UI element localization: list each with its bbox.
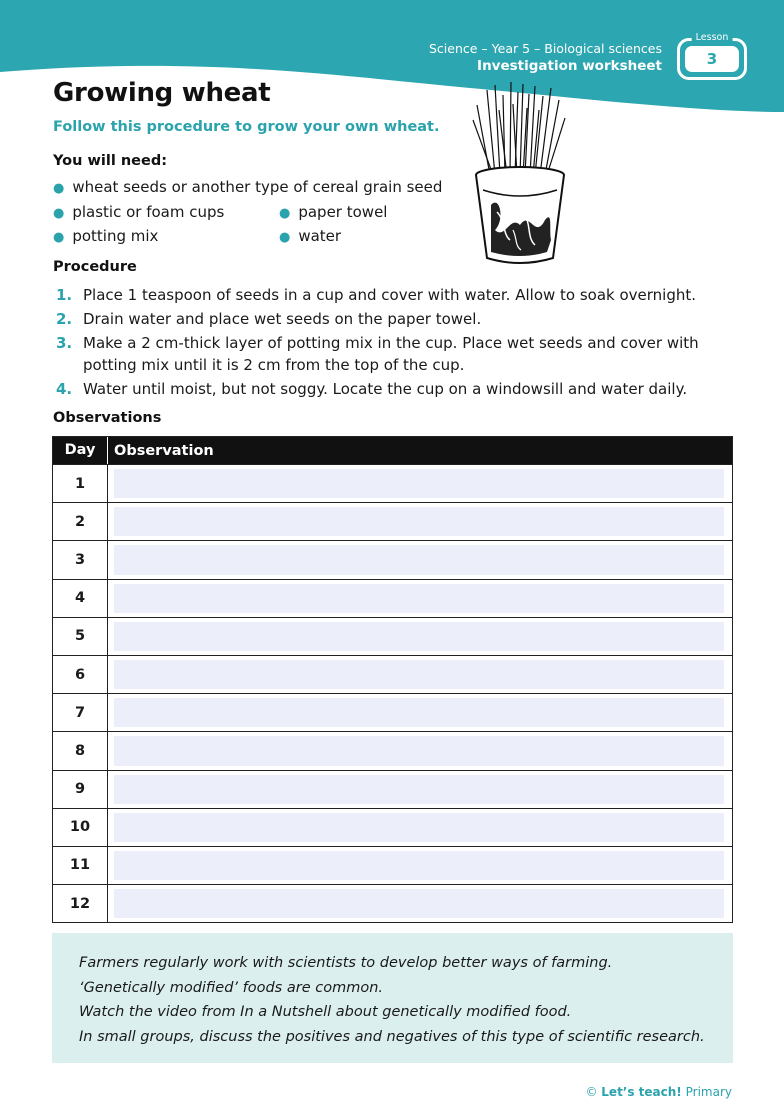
observation-field[interactable] <box>114 660 724 689</box>
table-row <box>53 884 732 922</box>
day-number: 7 <box>53 694 108 731</box>
table-row <box>53 502 732 540</box>
procedure-step: 4. Water until moist, but not soggy. Locate the cup on a windowsill and water daily. <box>56 380 688 398</box>
table-row <box>53 770 732 808</box>
procedure-step: 2. Drain water and place wet seeds on the paper towel. <box>56 310 482 328</box>
day-number: 3 <box>53 541 108 578</box>
observations-heading: Observations <box>53 410 162 426</box>
observation-field[interactable] <box>114 584 724 613</box>
observation-field[interactable] <box>114 889 724 918</box>
need-item: ● wheat seeds or another type of cereal grain seed <box>53 178 443 196</box>
note-line: ‘Genetically modified’ foods are common. <box>79 979 383 996</box>
day-number: 10 <box>53 809 108 846</box>
observation-field[interactable] <box>114 507 724 536</box>
observation-field[interactable] <box>114 813 724 842</box>
header-subject: Science – Year 5 – Biological sciences <box>429 41 662 56</box>
day-number: 8 <box>53 732 108 769</box>
table-row <box>53 464 732 502</box>
observation-field[interactable] <box>114 698 724 727</box>
header-text <box>429 41 662 75</box>
lesson-label: Lesson <box>692 31 733 45</box>
observation-field[interactable] <box>114 545 724 574</box>
note-line: In small groups, discuss the positives and negatives of this type of scientific research. <box>79 1028 705 1045</box>
wheat-cup-illustration <box>465 80 575 270</box>
observation-field[interactable] <box>114 469 724 498</box>
note-line: Watch the video from In a Nutshell about genetically modified food. <box>79 1004 572 1020</box>
brand-name: Let’s teach! <box>601 1085 682 1099</box>
need-item: ● potting mix <box>53 227 159 245</box>
procedure-steps <box>56 284 746 402</box>
day-number: 2 <box>53 503 108 540</box>
observation-field[interactable] <box>114 775 724 804</box>
lesson-number: 3 <box>706 50 718 68</box>
footer-credit <box>585 1085 732 1099</box>
day-number: 6 <box>53 656 108 693</box>
table-row <box>53 808 732 846</box>
table-row <box>53 579 732 617</box>
day-number: 4 <box>53 580 108 617</box>
day-number: 9 <box>53 771 108 808</box>
day-column-header: Day <box>53 437 108 464</box>
discussion-note-box <box>52 933 733 1063</box>
page-subtitle: Follow this procedure to grow your own wheat. <box>53 119 440 135</box>
observation-field[interactable] <box>114 851 724 880</box>
day-number: 5 <box>53 618 108 655</box>
table-row <box>53 693 732 731</box>
needs-heading: You will need: <box>53 153 168 169</box>
procedure-heading: Procedure <box>53 259 137 275</box>
table-row <box>53 655 732 693</box>
copyright-symbol: © <box>585 1085 598 1099</box>
table-header <box>53 437 732 464</box>
table-row <box>53 617 732 655</box>
day-number: 12 <box>53 885 108 922</box>
need-item: ● plastic or foam cups <box>53 203 225 221</box>
observation-field[interactable] <box>114 736 724 765</box>
lesson-badge <box>677 32 747 80</box>
header-worksheet-type: Investigation worksheet <box>477 58 662 74</box>
table-row <box>53 846 732 884</box>
need-item: ● water <box>279 227 342 245</box>
need-item: ● paper towel <box>279 203 388 221</box>
procedure-step: 1. Place 1 teaspoon of seeds in a cup and cover with water. Allow to soak overnight. <box>56 286 697 304</box>
observations-table <box>52 436 733 923</box>
procedure-step: 3. Make a 2 cm-thick layer of potting mix in the cup. Place wet seeds and cover with potting mix until it is 2 cm from the top of the cup. <box>56 334 699 374</box>
table-row <box>53 540 732 578</box>
observation-column-header: Observation <box>114 442 214 459</box>
brand-suffix: Primary <box>685 1085 732 1099</box>
day-number: 11 <box>53 847 108 884</box>
table-row <box>53 731 732 769</box>
observation-field[interactable] <box>114 622 724 651</box>
day-number: 1 <box>53 465 108 502</box>
page-title: Growing wheat <box>53 78 271 108</box>
note-line: Farmers regularly work with scientists to develop better ways of farming. <box>79 955 613 971</box>
